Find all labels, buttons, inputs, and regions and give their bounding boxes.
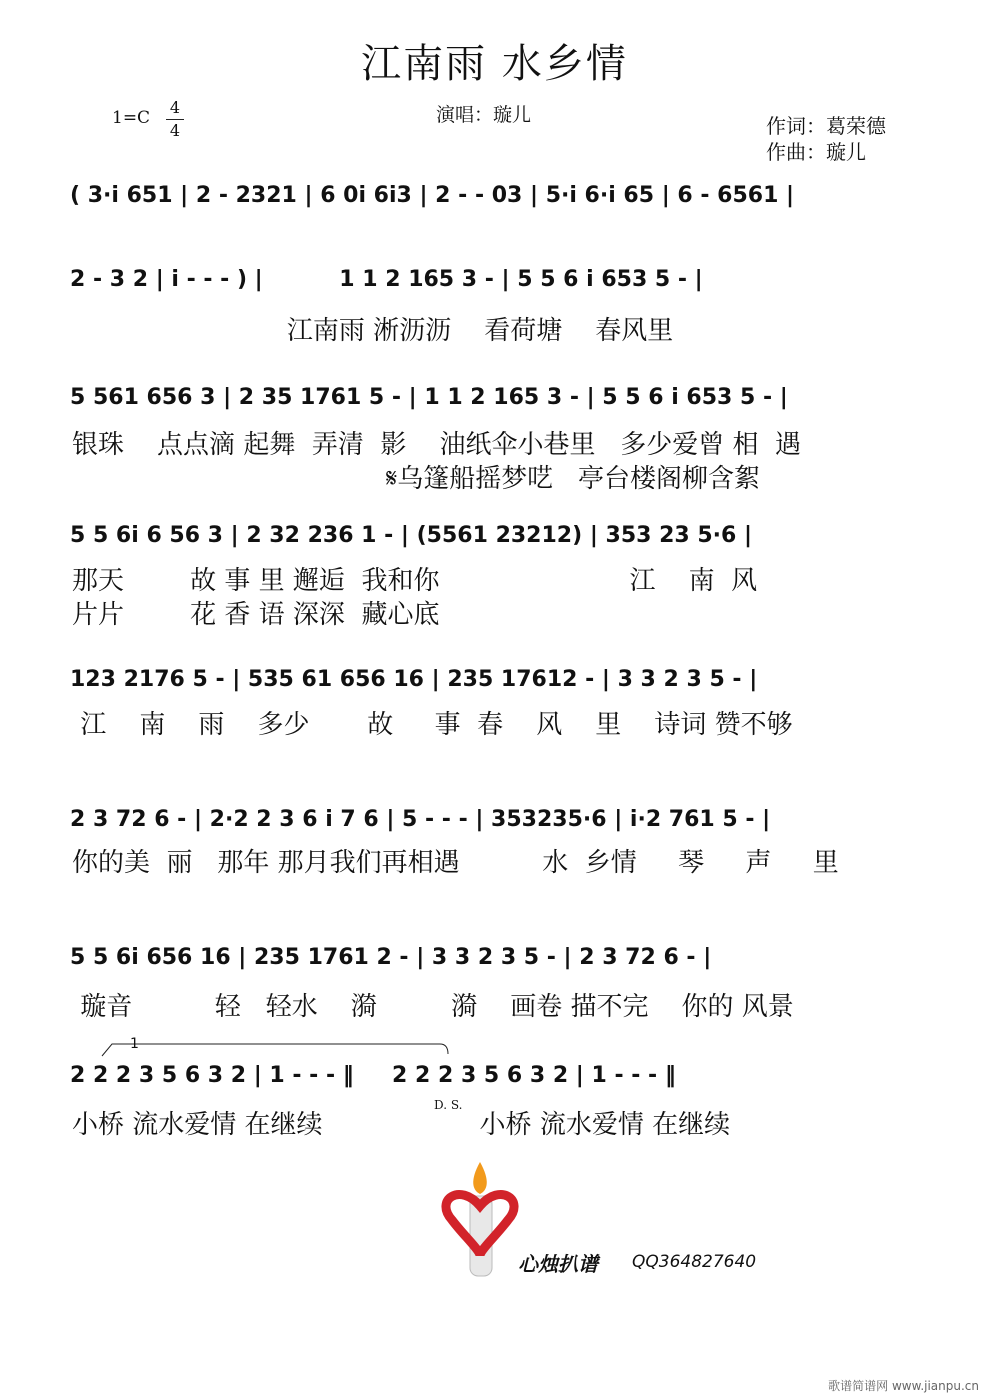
score-row-7: 5 5 6i 656 16 | 235 1761 2 - | 3 3 2 3 5 - | 2 3 72 6 - | bbox=[70, 944, 712, 970]
lyric-row-4a: 那天 故 事 里 邂逅 我和你 江 南 风 bbox=[72, 566, 758, 596]
lyric-row-8: 小桥 流水爱情 在继续 小桥 流水爱情 在继续 bbox=[72, 1110, 731, 1140]
song-title: 江南雨 水乡情 bbox=[361, 41, 628, 87]
key-signature: 1=C bbox=[112, 108, 151, 128]
logo-qq: QQ364827640 bbox=[632, 1252, 757, 1272]
ds-mark: D. S. bbox=[434, 1098, 463, 1112]
score-row-4: 5 5 6i 6 56 3 | 2 32 236 1 - | (5561 23212) | 353 23 5·6 | bbox=[70, 522, 753, 548]
lyric-row-5: 江 南 雨 多少 故 事 春 风 里 诗词 赞不够 bbox=[72, 710, 793, 740]
lyric-row-6: 你的美 丽 那年 那月我们再相遇 水 乡情 琴 声 里 bbox=[72, 848, 839, 878]
lyric-row-4b: 片片 花 香 语 深深 藏心底 bbox=[72, 600, 440, 630]
site-watermark: 歌谱简谱网 www.jianpu.cn bbox=[828, 1379, 979, 1393]
lyric-row-7: 璇音 轻 轻水 漪 漪 画卷 描不完 你的 风景 bbox=[72, 992, 794, 1022]
lyric-row-3b: 𝄋乌篷船摇梦呓 亭台楼阁柳含絮 bbox=[72, 464, 761, 494]
lyricist-credit: 作词：葛荣德 bbox=[766, 114, 886, 138]
lyric-row-3a: 银珠 点点滴 起舞 弄清 影 油纸伞小巷里 多少爱曾 相 遇 bbox=[72, 430, 802, 460]
score-row-5: 123 2176 5 - | 535 61 656 16 | 235 17612 - | 3 3 2 3 5 - | bbox=[70, 666, 758, 692]
time-signature bbox=[166, 98, 184, 141]
score-row-8: 2 2 2 3 5 6 3 2 | 1 - - - ‖ 2 2 2 3 5 6 3 2 | 1 - - - ‖ bbox=[70, 1062, 676, 1088]
candle-heart-icon bbox=[440, 1160, 520, 1280]
singer-credit: 演唱：璇儿 bbox=[436, 104, 532, 126]
lyric-row-2: 江南雨 淅沥沥 看荷塘 春风里 bbox=[72, 316, 674, 346]
score-row-3: 5 561 656 3 | 2 35 1761 5 - | 1 1 2 165 3 - | 5 5 6 i 653 5 - | bbox=[70, 384, 788, 410]
score-row-1: ( 3·i 651 | 2 - 2321 | 6 0i 6i3 | 2 - - 03 | 5·i 6·i 65 | 6 - 6561 | bbox=[70, 182, 795, 208]
time-sig-bottom: 4 bbox=[169, 121, 181, 140]
logo-name: 心烛扒谱 bbox=[518, 1252, 598, 1276]
transcriber-logo bbox=[440, 1160, 800, 1280]
time-sig-top: 4 bbox=[169, 98, 181, 117]
score-row-2: 2 - 3 2 | i - - - ) | 1 1 2 165 3 - | 5 5 6 i 653 5 - | bbox=[70, 266, 703, 292]
composer-credit: 作曲：璇儿 bbox=[766, 140, 866, 164]
score-row-6: 2 3 72 6 - | 2·2 2 3 6 i 7 6 | 5 - - - | 353235·6 | i·2 761 5 - | bbox=[70, 806, 771, 832]
volta-number: 1 bbox=[130, 1036, 139, 1052]
